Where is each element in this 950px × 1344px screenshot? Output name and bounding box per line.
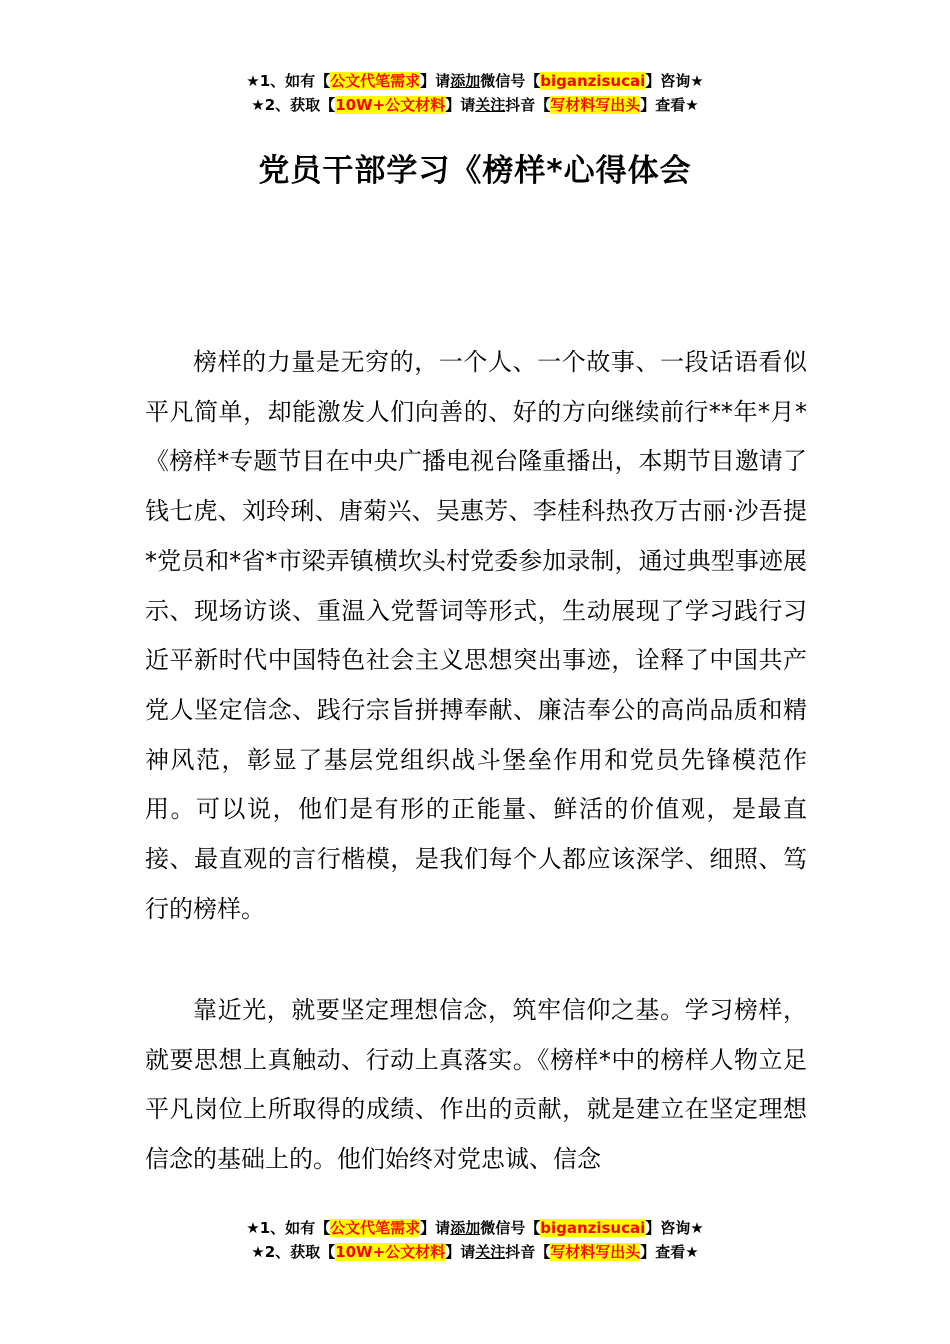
promo-line-2: ★2、获取【10W+公文材料】请关注抖音【写材料写出头】查看★	[251, 1243, 699, 1261]
wechat-id-highlight: biganzisucai	[540, 1219, 646, 1237]
footer-promo-banner	[0, 1216, 950, 1264]
promo-line-2: ★2、获取【10W+公文材料】请关注抖音【写材料写出头】查看★	[251, 96, 699, 114]
header-promo-banner	[0, 69, 950, 117]
promo-underline: 关注	[475, 1243, 506, 1261]
promo-line-1: ★1、如有【公文代笔需求】请添加微信号【biganzisucai】咨询★	[246, 72, 704, 90]
promo-highlight: 公文代笔需求	[330, 72, 421, 90]
promo-underline: 添加	[450, 72, 481, 90]
promo-highlight: 10W+公文材料	[335, 1243, 446, 1261]
douyin-id-highlight: 写材料写出头	[550, 1243, 641, 1261]
douyin-id-highlight: 写材料写出头	[550, 96, 641, 114]
body-paragraph-1: 榜样的力量是无穷的，一个人、一个故事、一段话语看似平凡简单，却能激发人们向善的、好的方向继续前行**年*月*《榜样*专题节目在中央广播电视台隆重播出，本期节目邀请了钱七虎、刘玲琍、唐菊兴、吴惠芳、李桂科热孜万古丽·沙吾提*党员和*省*市梁弄镇横坎头村党委参加录制，通过典型事迹展示、现场访谈、重温入党誓词等形式，生动展现了学习践行习近平新时代中国特色社会主义思想突出事迹，诠释了中国共产党人坚定信念、践行宗旨拼搏奉献、廉洁奉公的高尚品质和精神风范，彰显了基层党组织战斗堡垒作用和党员先锋模范作用。可以说，他们是有形的正能量、鲜活的价值观，是最直接、最直观的言行楷模，是我们每个人都应该深学、细照、笃行的榜样。	[145, 348, 807, 923]
promo-underline: 关注	[475, 96, 506, 114]
promo-highlight: 公文代笔需求	[330, 1219, 421, 1237]
promo-underline: 添加	[450, 1219, 481, 1237]
wechat-id-highlight: biganzisucai	[540, 72, 646, 90]
document-title: 党员干部学习《榜样*心得体会	[258, 153, 692, 189]
promo-highlight: 10W+公文材料	[335, 96, 446, 114]
promo-line-1: ★1、如有【公文代笔需求】请添加微信号【biganzisucai】咨询★	[246, 1219, 704, 1237]
body-paragraph-2: 靠近光，就要坚定理想信念，筑牢信仰之基。学习榜样，就要思想上真触动、行动上真落实。《榜样*中的榜样人物立足平凡岗位上所取得的成绩、作出的贡献，就是建立在坚定理想信念的基础上的。他们始终对党忠诚、信念	[145, 996, 807, 1174]
